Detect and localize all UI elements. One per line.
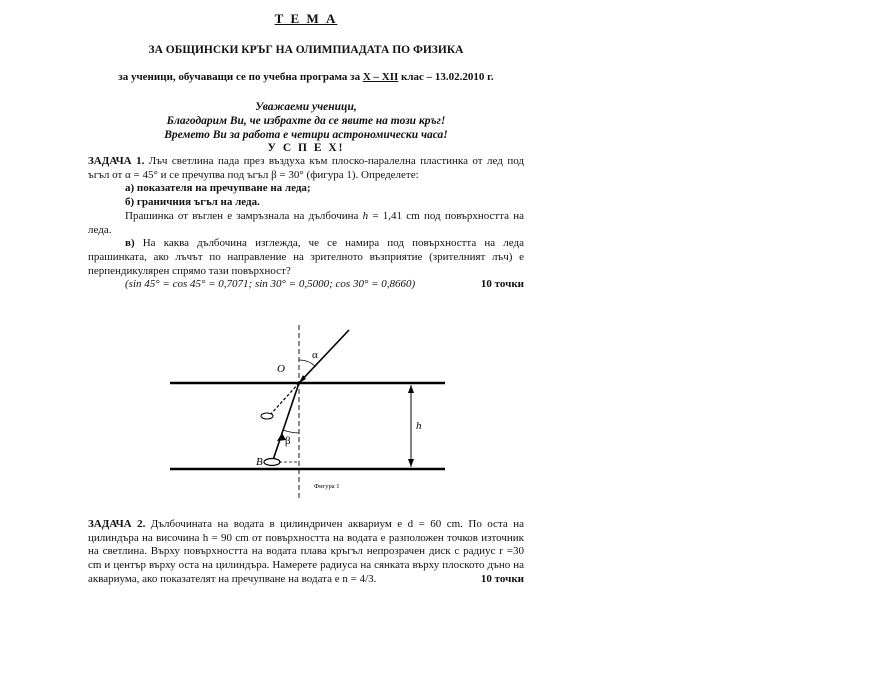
label-alpha: α	[312, 349, 318, 361]
task1-formula-row	[88, 278, 524, 292]
doc-subtitle: ЗА ОБЩИНСКИ КРЪГ НА ОЛИМПИАДАТА ПО ФИЗИКА	[148, 44, 464, 56]
label-o: O	[277, 363, 285, 375]
task1-text1: Лъч светлина пада през въздуха към плоско-паралелна пластинка от лед под ъгъл от α = 45° и се пречупва под ъгъл β = 30° (фигура 1). Определете:	[88, 155, 525, 181]
label-b: B	[256, 456, 263, 468]
task1-formula: (sin 45° = cos 45° = 0,7071; sin 30° = 0,5000; cos 30° = 0,8660)	[125, 278, 416, 291]
task2-block	[88, 518, 524, 587]
particle-b	[264, 459, 280, 466]
greeting-line-3: Времето Ви за работа е четири астрономически часа!	[164, 129, 448, 141]
greeting-line-2: Благодарим Ви, че избрахте да се явите на този кръг!	[166, 115, 446, 127]
beta-arc	[283, 430, 299, 433]
task1-item-v-label: в)	[125, 237, 135, 250]
document-page	[88, 8, 524, 292]
incident-ray	[299, 330, 349, 383]
task1-text2-pre: Прашинка от въглен е замръзнала на дълбочина	[125, 209, 363, 222]
task1-item-v	[88, 237, 524, 278]
h-arrow-top	[408, 385, 414, 393]
refracted-ray	[273, 383, 299, 460]
label-h: h	[416, 420, 422, 432]
h-arrow-bottom	[408, 459, 414, 467]
apparent-ray	[270, 383, 299, 415]
task1-label: ЗАДАЧА 1.	[88, 155, 145, 167]
task1-points: 10 точки	[480, 278, 524, 291]
greeting	[88, 100, 524, 142]
info-grade: Х – ХІІ	[362, 71, 399, 83]
label-beta: β	[285, 435, 291, 447]
task1-text2	[88, 210, 524, 237]
task1-text2-h: h	[362, 209, 369, 222]
apparent-particle	[261, 413, 273, 419]
task2-points: 10 точки	[480, 572, 524, 585]
doc-info-line	[88, 71, 524, 83]
figure-caption: Фигура 1	[314, 483, 340, 490]
info-suffix: клас – 13.02.2010 г.	[398, 71, 494, 83]
task2-body: Дълбочината на водата в цилиндричен аквариум е d = 60 cm. По оста на цилиндъра на височина h = 90 cm от повърхността на водата е разположен точков източник на светлина. Върху повърхността на водата плава кръгъл непрозрачен диск с радиус r =30 cm и център върху оста на цилиндъра. Намерете радиуса на сянката върху плоското дъно на аквариума, ако показателят на пречупване на водата е n = 4/3.	[88, 518, 524, 585]
greeting-success: У С П Е Х!	[267, 142, 345, 154]
task1-item-a: а) показателя на пречупване на леда;	[125, 182, 311, 195]
greeting-line-1: Уважаеми ученици,	[255, 101, 357, 113]
figure-1	[160, 320, 460, 505]
task1-intro	[88, 155, 524, 182]
task1-text2-post: = 1,41 cm под повърхността на леда.	[88, 209, 525, 236]
info-prefix: за ученици, обучаващи се по учебна програма за	[118, 71, 363, 83]
task1-item-b: б) граничния ъгъл на леда.	[125, 196, 260, 209]
doc-title: Т Е М А	[274, 11, 338, 26]
task2-label: ЗАДАЧА 2.	[88, 518, 146, 530]
task1-item-v-text: На каква дълбочина изглежда, че се намира под повърхността на леда прашинката, ако лъчът по направление на зрителното възприятие (зрителният лъч) е перпендикулярен спрямо тази повърхност?	[88, 237, 524, 277]
